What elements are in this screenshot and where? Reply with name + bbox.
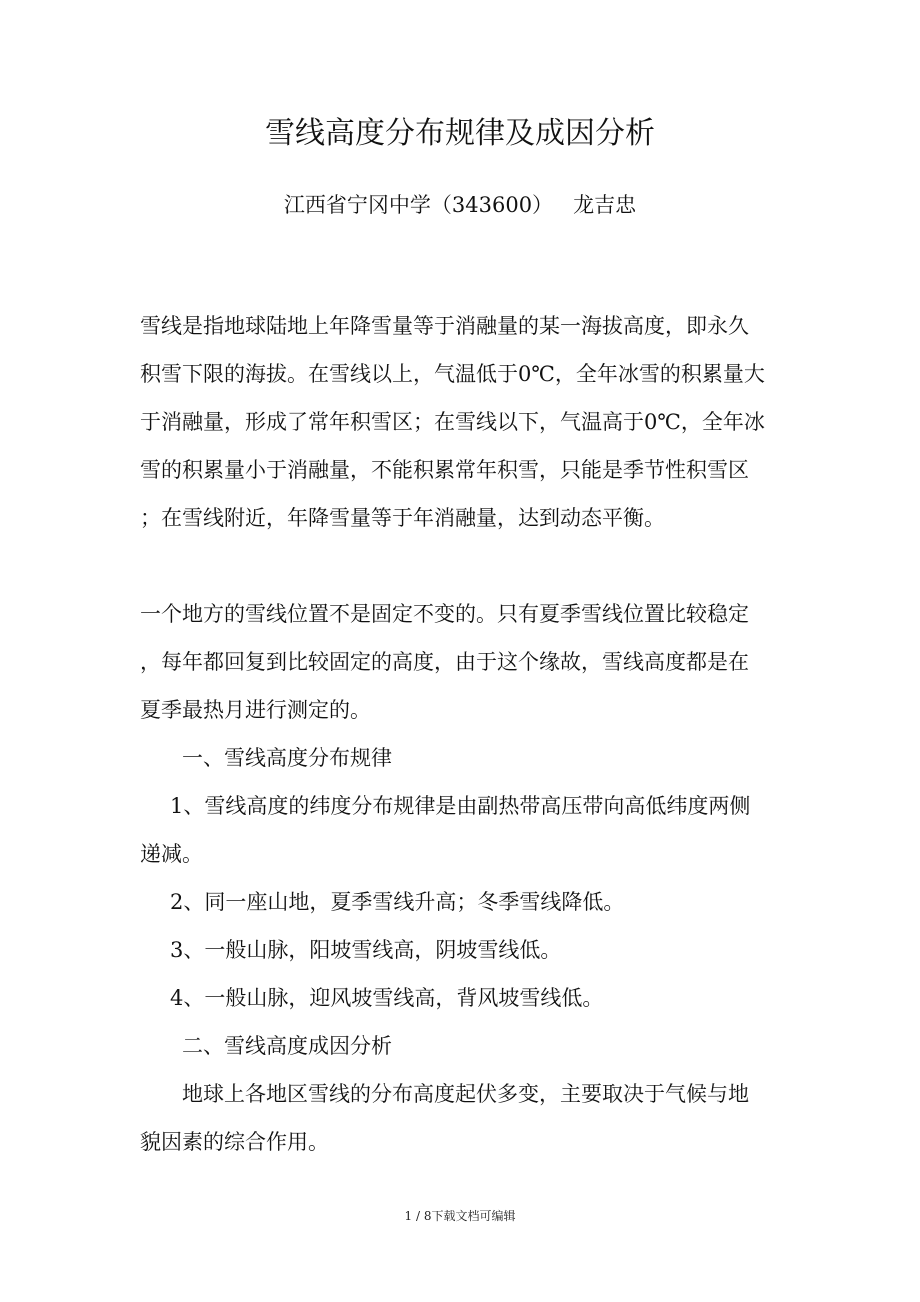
author-line: 江西省宁冈中学（343600） 龙吉忠 [283, 193, 637, 217]
rule-item-2: 2、同一座山地，夏季雪线升高；冬季雪线降低。 [170, 890, 625, 914]
paragraph-line: 雪线是指地球陆地上年降雪量等于消融量的某一海拔高度，即永久 [140, 314, 749, 338]
paragraph-body [140, 590, 780, 1166]
paragraph-line: 于消融量，形成了常年积雪区；在雪线以下，气温高于0℃，全年冰 [140, 410, 765, 434]
paragraph-line: ，每年都回复到比较固定的高度，由于这个缘故，雪线高度都是在 [140, 650, 749, 674]
rule-item-1-continued: 递减。 [140, 842, 203, 866]
paragraph-definition [140, 302, 780, 542]
paragraph-line: 夏季最热月进行测定的。 [140, 698, 371, 722]
rule-item-3: 3、一般山脉，阳坡雪线高，阴坡雪线低。 [170, 938, 562, 962]
section-heading-distribution: 一、雪线高度分布规律 [182, 746, 392, 770]
paragraph-line: 积雪下限的海拔。在雪线以上，气温低于0℃，全年冰雪的积累量大 [140, 362, 765, 386]
rule-item-1: 1、雪线高度的纬度分布规律是由副热带高压带向高低纬度两侧 [170, 794, 751, 818]
analysis-line: 地球上各地区雪线的分布高度起伏多变，主要取决于气候与地 [182, 1082, 749, 1106]
document-title: 雪线高度分布规律及成因分析 [265, 116, 655, 151]
analysis-line: 貌因素的综合作用。 [140, 1130, 329, 1154]
page-footer: 1 / 8下载文档可编辑 [404, 1209, 516, 1223]
rule-item-4: 4、一般山脉，迎风坡雪线高，背风坡雪线低。 [170, 986, 604, 1010]
paragraph-line: 雪的积累量小于消融量，不能积累常年积雪，只能是季节性积雪区 [140, 458, 749, 482]
section-heading-causes: 二、雪线高度成因分析 [182, 1034, 392, 1058]
paragraph-line: ；在雪线附近，年降雪量等于年消融量，达到动态平衡。 [140, 506, 665, 530]
paragraph-line: 一个地方的雪线位置不是固定不变的。只有夏季雪线位置比较稳定 [140, 602, 749, 626]
